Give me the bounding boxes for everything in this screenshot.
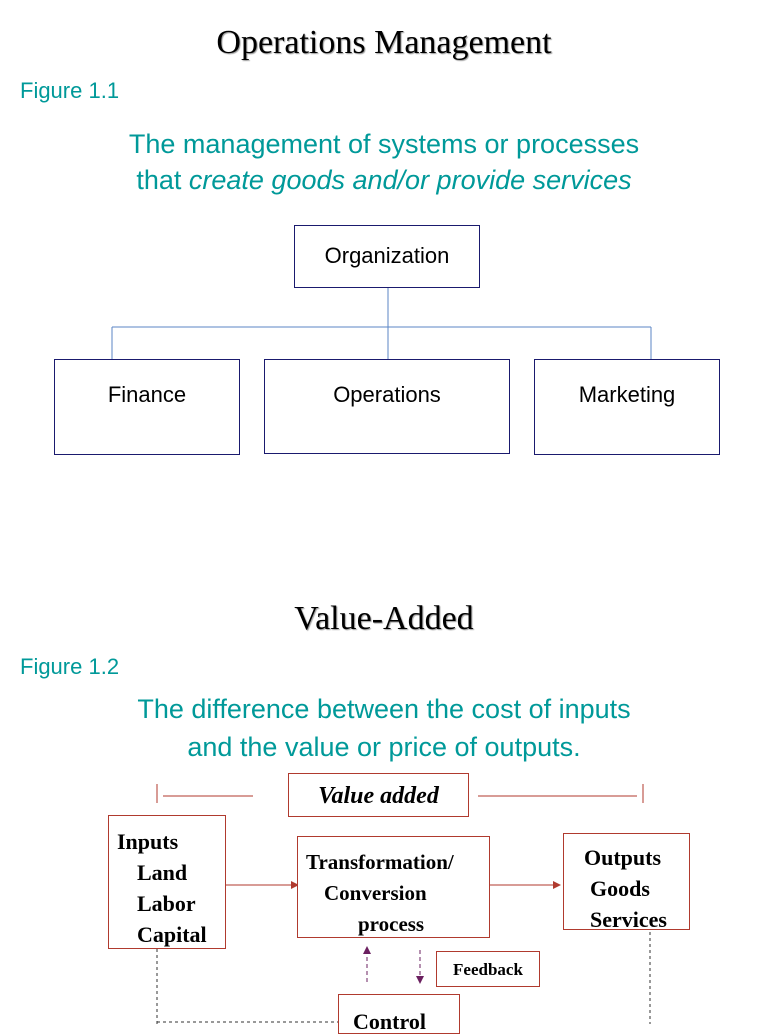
outputs-heading: Outputs [584, 845, 662, 870]
inputs-item-capital: Capital [137, 922, 207, 947]
outputs-box [563, 833, 690, 930]
slide2-definition-line1: The difference between the cost of inputs [137, 694, 631, 724]
slide2-definition-line2: and the value or price of outputs. [187, 732, 581, 762]
inputs-heading: Inputs [117, 829, 179, 854]
definition-plain-text: that [136, 165, 189, 195]
control-label: Control [353, 1009, 426, 1034]
transformation-line1: Transformation/ [306, 850, 454, 874]
control-box [338, 994, 460, 1034]
transformation-box [297, 836, 490, 938]
inputs-item-land: Land [137, 860, 188, 885]
figure-1-2-label: Figure 1.2 [20, 654, 120, 679]
value-added-box [288, 773, 469, 817]
slide1-title: Operations Management [216, 24, 552, 61]
org-operations-label: Operations [333, 382, 441, 407]
org-finance-box [54, 359, 240, 455]
definition-italic-text: create goods and/or provide services [188, 165, 632, 195]
value-added-label: Value added [318, 783, 439, 809]
transformation-line2: Conversion [324, 881, 427, 905]
slide2-definition [0, 690, 768, 766]
org-marketing-label: Marketing [578, 382, 676, 407]
org-root-label: Organization [324, 243, 450, 268]
outputs-item-services: Services [590, 907, 667, 932]
org-finance-label: Finance [107, 382, 187, 407]
feedback-box [436, 951, 540, 987]
inputs-item-labor: Labor [137, 891, 196, 916]
slide1-definition [0, 126, 768, 198]
feedback-label: Feedback [453, 960, 523, 979]
inputs-box [108, 815, 226, 949]
org-marketing-box [534, 359, 720, 455]
org-chart-connectors [112, 287, 651, 360]
transformation-line3: process [358, 912, 425, 936]
outputs-item-goods: Goods [590, 876, 650, 901]
org-root-box [294, 225, 480, 288]
slide1-definition-line1: The management of systems or processes [128, 129, 640, 159]
slide2-title: Value-Added [294, 600, 474, 637]
org-operations-box [264, 359, 510, 454]
slide1-definition-line2 [0, 162, 768, 198]
figure-1-1-label: Figure 1.1 [20, 78, 120, 103]
